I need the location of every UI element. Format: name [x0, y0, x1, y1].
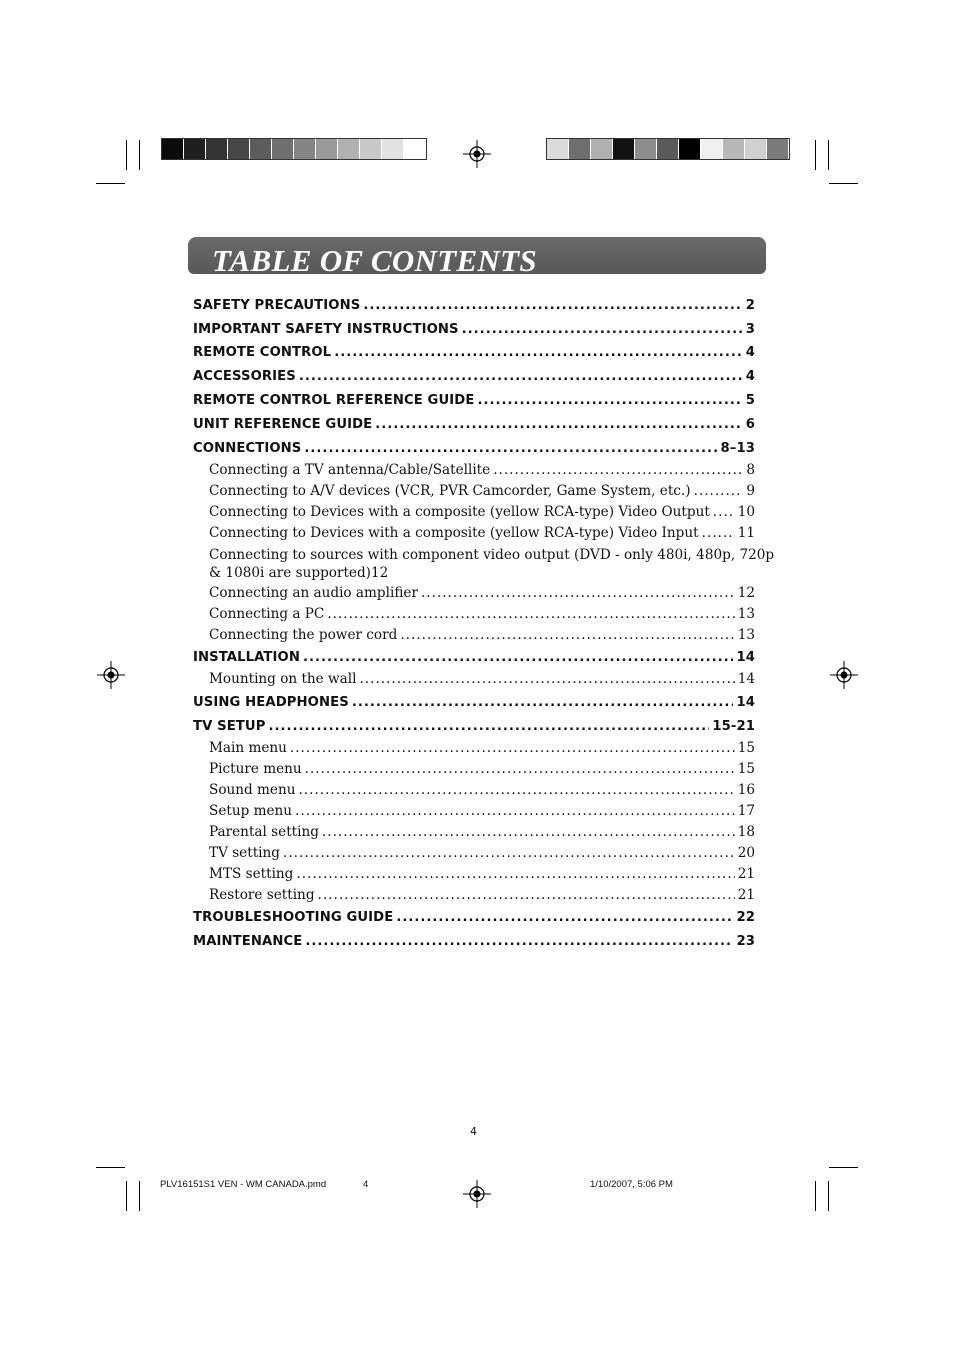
- toc-entry[interactable]: [193, 866, 755, 882]
- dot-leader: [304, 441, 717, 456]
- toc-entry-label-cont: & 1080i are supported): [209, 565, 371, 581]
- color-swatch: [569, 139, 591, 159]
- toc-entry-label: TV setting: [209, 845, 280, 861]
- dot-leader: [493, 462, 743, 478]
- toc-section-entry[interactable]: [193, 345, 755, 360]
- toc-entry[interactable]: [193, 887, 755, 903]
- crop-mark: [828, 1181, 829, 1211]
- toc-section-entry[interactable]: [193, 910, 755, 925]
- dot-leader: [702, 525, 735, 541]
- toc-entry-page: 18: [737, 824, 755, 840]
- toc-entry-page: 21: [737, 866, 755, 882]
- toc-entry-page: 14: [737, 671, 755, 687]
- toc-entry-page: 12: [370, 565, 389, 581]
- color-swatch: [206, 139, 228, 159]
- toc-entry-label: Connecting an audio amplifier: [209, 585, 418, 601]
- dot-leader: [359, 671, 734, 687]
- toc-entry[interactable]: [193, 782, 755, 798]
- toc-entry-label: MTS setting: [209, 866, 294, 882]
- color-swatch: [184, 139, 206, 159]
- toc-entry[interactable]: [193, 462, 755, 478]
- toc-entry-page: 20: [737, 845, 755, 861]
- dot-leader: [363, 298, 742, 313]
- dot-leader: [296, 866, 734, 882]
- toc-section-entry[interactable]: [193, 298, 755, 313]
- crop-mark: [139, 1181, 140, 1211]
- toc-entry-page: 4: [745, 369, 755, 384]
- toc-entry-label: SAFETY PRECAUTIONS: [193, 298, 361, 313]
- toc-entry[interactable]: [193, 803, 755, 819]
- toc-entry-label: Picture menu: [209, 761, 302, 777]
- toc-entry-label: Mounting on the wall: [209, 671, 357, 687]
- toc-entry[interactable]: [193, 504, 755, 520]
- toc-entry-label: MAINTENANCE: [193, 934, 303, 949]
- toc-entry-label: INSTALLATION: [193, 650, 300, 665]
- page-number: 4: [470, 1125, 477, 1138]
- toc-entry-page: 15: [737, 761, 755, 777]
- toc-section-entry[interactable]: [193, 719, 755, 734]
- toc-section-entry[interactable]: [193, 934, 755, 949]
- crop-mark: [815, 1181, 816, 1211]
- color-swatch: [228, 139, 250, 159]
- toc-entry-page: 12: [737, 585, 755, 601]
- color-swatch: [701, 139, 723, 159]
- toc-entry[interactable]: [193, 483, 755, 499]
- toc-entry-page: 14: [736, 695, 755, 710]
- crop-mark: [828, 140, 829, 170]
- toc-entry-label: REMOTE CONTROL: [193, 345, 332, 360]
- crop-mark: [139, 140, 140, 170]
- toc-entry-label: Setup menu: [209, 803, 293, 819]
- toc-entry-page: 16: [737, 782, 755, 798]
- toc-section-entry[interactable]: [193, 369, 755, 384]
- dot-leader: [318, 887, 735, 903]
- toc-section-entry[interactable]: [193, 393, 755, 408]
- dot-leader: [477, 393, 742, 408]
- footer-page: 4: [363, 1179, 369, 1190]
- crop-mark: [96, 1167, 125, 1168]
- toc-entry-page: 23: [736, 934, 755, 949]
- toc-entry-label: Connecting to Devices with a composite (yellow RCA-type) Video Output: [209, 504, 710, 520]
- toc-entry-label: Main menu: [209, 740, 287, 756]
- dot-leader: [462, 322, 743, 337]
- dot-leader: [375, 417, 742, 432]
- dot-leader: [352, 695, 734, 710]
- dot-leader: [290, 740, 735, 756]
- page-title: TABLE OF CONTENTS: [212, 243, 537, 278]
- toc-entry-label: Connecting to sources with component video output (DVD - only 480i, 480p, 720p: [209, 547, 775, 563]
- toc-entry-page: 5: [745, 393, 755, 408]
- dot-leader: [283, 845, 735, 861]
- toc-entry-label: Connecting a PC: [209, 606, 325, 622]
- toc-section-entry[interactable]: [193, 441, 755, 456]
- toc-entry-label: TROUBLESHOOTING GUIDE: [193, 910, 394, 925]
- toc-section-entry[interactable]: [193, 322, 755, 337]
- footer-timestamp: 1/10/2007, 5:06 PM: [590, 1179, 673, 1190]
- dot-leader: [694, 483, 744, 499]
- toc-entry-page: 22: [736, 910, 755, 925]
- title-banner: [188, 237, 766, 278]
- crop-mark: [126, 1181, 127, 1211]
- toc-entry-label: Sound menu: [209, 782, 296, 798]
- color-swatch: [382, 139, 404, 159]
- dot-leader: [305, 761, 735, 777]
- color-swatch: [360, 139, 382, 159]
- dot-leader: [295, 803, 735, 819]
- color-swatch: [767, 139, 789, 159]
- crop-mark: [96, 183, 125, 184]
- toc-entry-label: UNIT REFERENCE GUIDE: [193, 417, 373, 432]
- toc-entry-label: Connecting to Devices with a composite (yellow RCA-type) Video Input: [209, 525, 699, 541]
- color-swatch: [613, 139, 635, 159]
- toc-entry[interactable]: [193, 824, 755, 840]
- color-calibration-bar-left: [161, 138, 427, 160]
- toc-entry-page: 15-21: [712, 719, 755, 734]
- color-swatch: [162, 139, 184, 159]
- color-swatch: [250, 139, 272, 159]
- registration-mark-icon: [830, 661, 858, 689]
- toc-entry-page: 8: [746, 462, 755, 478]
- toc-entry-label: CONNECTIONS: [193, 441, 302, 456]
- toc-entry[interactable]: [193, 525, 755, 541]
- color-swatch: [294, 139, 316, 159]
- color-swatch: [316, 139, 338, 159]
- toc-entry-page: 14: [736, 650, 755, 665]
- color-swatch: [723, 139, 745, 159]
- color-swatch: [591, 139, 613, 159]
- color-swatch: [404, 139, 426, 159]
- dot-leader: [713, 504, 735, 520]
- toc-entry-label: ACCESSORIES: [193, 369, 296, 384]
- crop-mark: [815, 140, 816, 170]
- dot-leader: [298, 782, 734, 798]
- toc-entry-page: 3: [745, 322, 755, 337]
- registration-mark-icon: [463, 140, 491, 168]
- registration-mark-icon: [97, 661, 125, 689]
- dot-leader: [322, 824, 735, 840]
- dot-leader: [400, 627, 734, 643]
- toc-section-entry[interactable]: [193, 417, 755, 432]
- toc-entry-label: Connecting a TV antenna/Cable/Satellite: [209, 462, 491, 478]
- color-swatch: [635, 139, 657, 159]
- toc-entry-page: 6: [745, 417, 755, 432]
- dot-leader: [421, 585, 735, 601]
- toc-entry-page: 17: [737, 803, 755, 819]
- dot-leader: [334, 345, 743, 360]
- toc-entry[interactable]: [193, 671, 755, 687]
- registration-mark-icon: [463, 1180, 491, 1208]
- color-swatch: [745, 139, 767, 159]
- color-swatch: [679, 139, 701, 159]
- toc-section-entry[interactable]: [193, 650, 755, 665]
- dot-leader: [299, 369, 743, 384]
- crop-mark: [829, 1167, 858, 1168]
- toc-entry-page: 13: [737, 627, 755, 643]
- toc-entry-page: 9: [746, 483, 755, 499]
- toc-entry-page: 21: [737, 887, 755, 903]
- toc-entry[interactable]: [193, 585, 755, 601]
- toc-entry-label: TV SETUP: [193, 719, 266, 734]
- crop-mark: [829, 183, 858, 184]
- toc-entry-page: 8–13: [720, 441, 755, 456]
- crop-mark: [126, 140, 127, 170]
- toc-entry[interactable]: [193, 845, 755, 861]
- toc-entry[interactable]: [193, 606, 755, 622]
- color-swatch: [547, 139, 569, 159]
- toc-entry-label: IMPORTANT SAFETY INSTRUCTIONS: [193, 322, 459, 337]
- toc-entry-label: Connecting the power cord: [209, 627, 398, 643]
- dot-leader: [303, 650, 733, 665]
- toc-entry-page: 4: [745, 345, 755, 360]
- color-swatch: [657, 139, 679, 159]
- toc-section-entry[interactable]: [193, 695, 755, 710]
- toc-entry-page: 2: [745, 298, 755, 313]
- toc-entry-page: 13: [737, 606, 755, 622]
- toc-entry-label: USING HEADPHONES: [193, 695, 349, 710]
- footer-filename: PLV16151S1 VEN - WM CANADA.pmd: [160, 1179, 327, 1190]
- toc-entry[interactable]: [193, 627, 755, 643]
- toc-entry-page: 15: [737, 740, 755, 756]
- dot-leader: [268, 719, 709, 734]
- toc-entry-label: Parental setting: [209, 824, 319, 840]
- toc-entry[interactable]: [193, 761, 755, 777]
- toc-entry[interactable]: [209, 546, 775, 582]
- color-calibration-bar-right: [546, 138, 790, 160]
- toc-entry-page: 11: [737, 525, 755, 541]
- toc-entry-label: Restore setting: [209, 887, 315, 903]
- color-swatch: [338, 139, 360, 159]
- toc-entry-label: Connecting to A/V devices (VCR, PVR Camcorder, Game System, etc.): [209, 483, 691, 499]
- dot-leader: [327, 606, 734, 622]
- toc-entry[interactable]: [193, 740, 755, 756]
- dot-leader: [305, 934, 733, 949]
- toc-entry-label: REMOTE CONTROL REFERENCE GUIDE: [193, 393, 475, 408]
- toc-entry-page: 10: [737, 504, 755, 520]
- dot-leader: [396, 910, 733, 925]
- color-swatch: [272, 139, 294, 159]
